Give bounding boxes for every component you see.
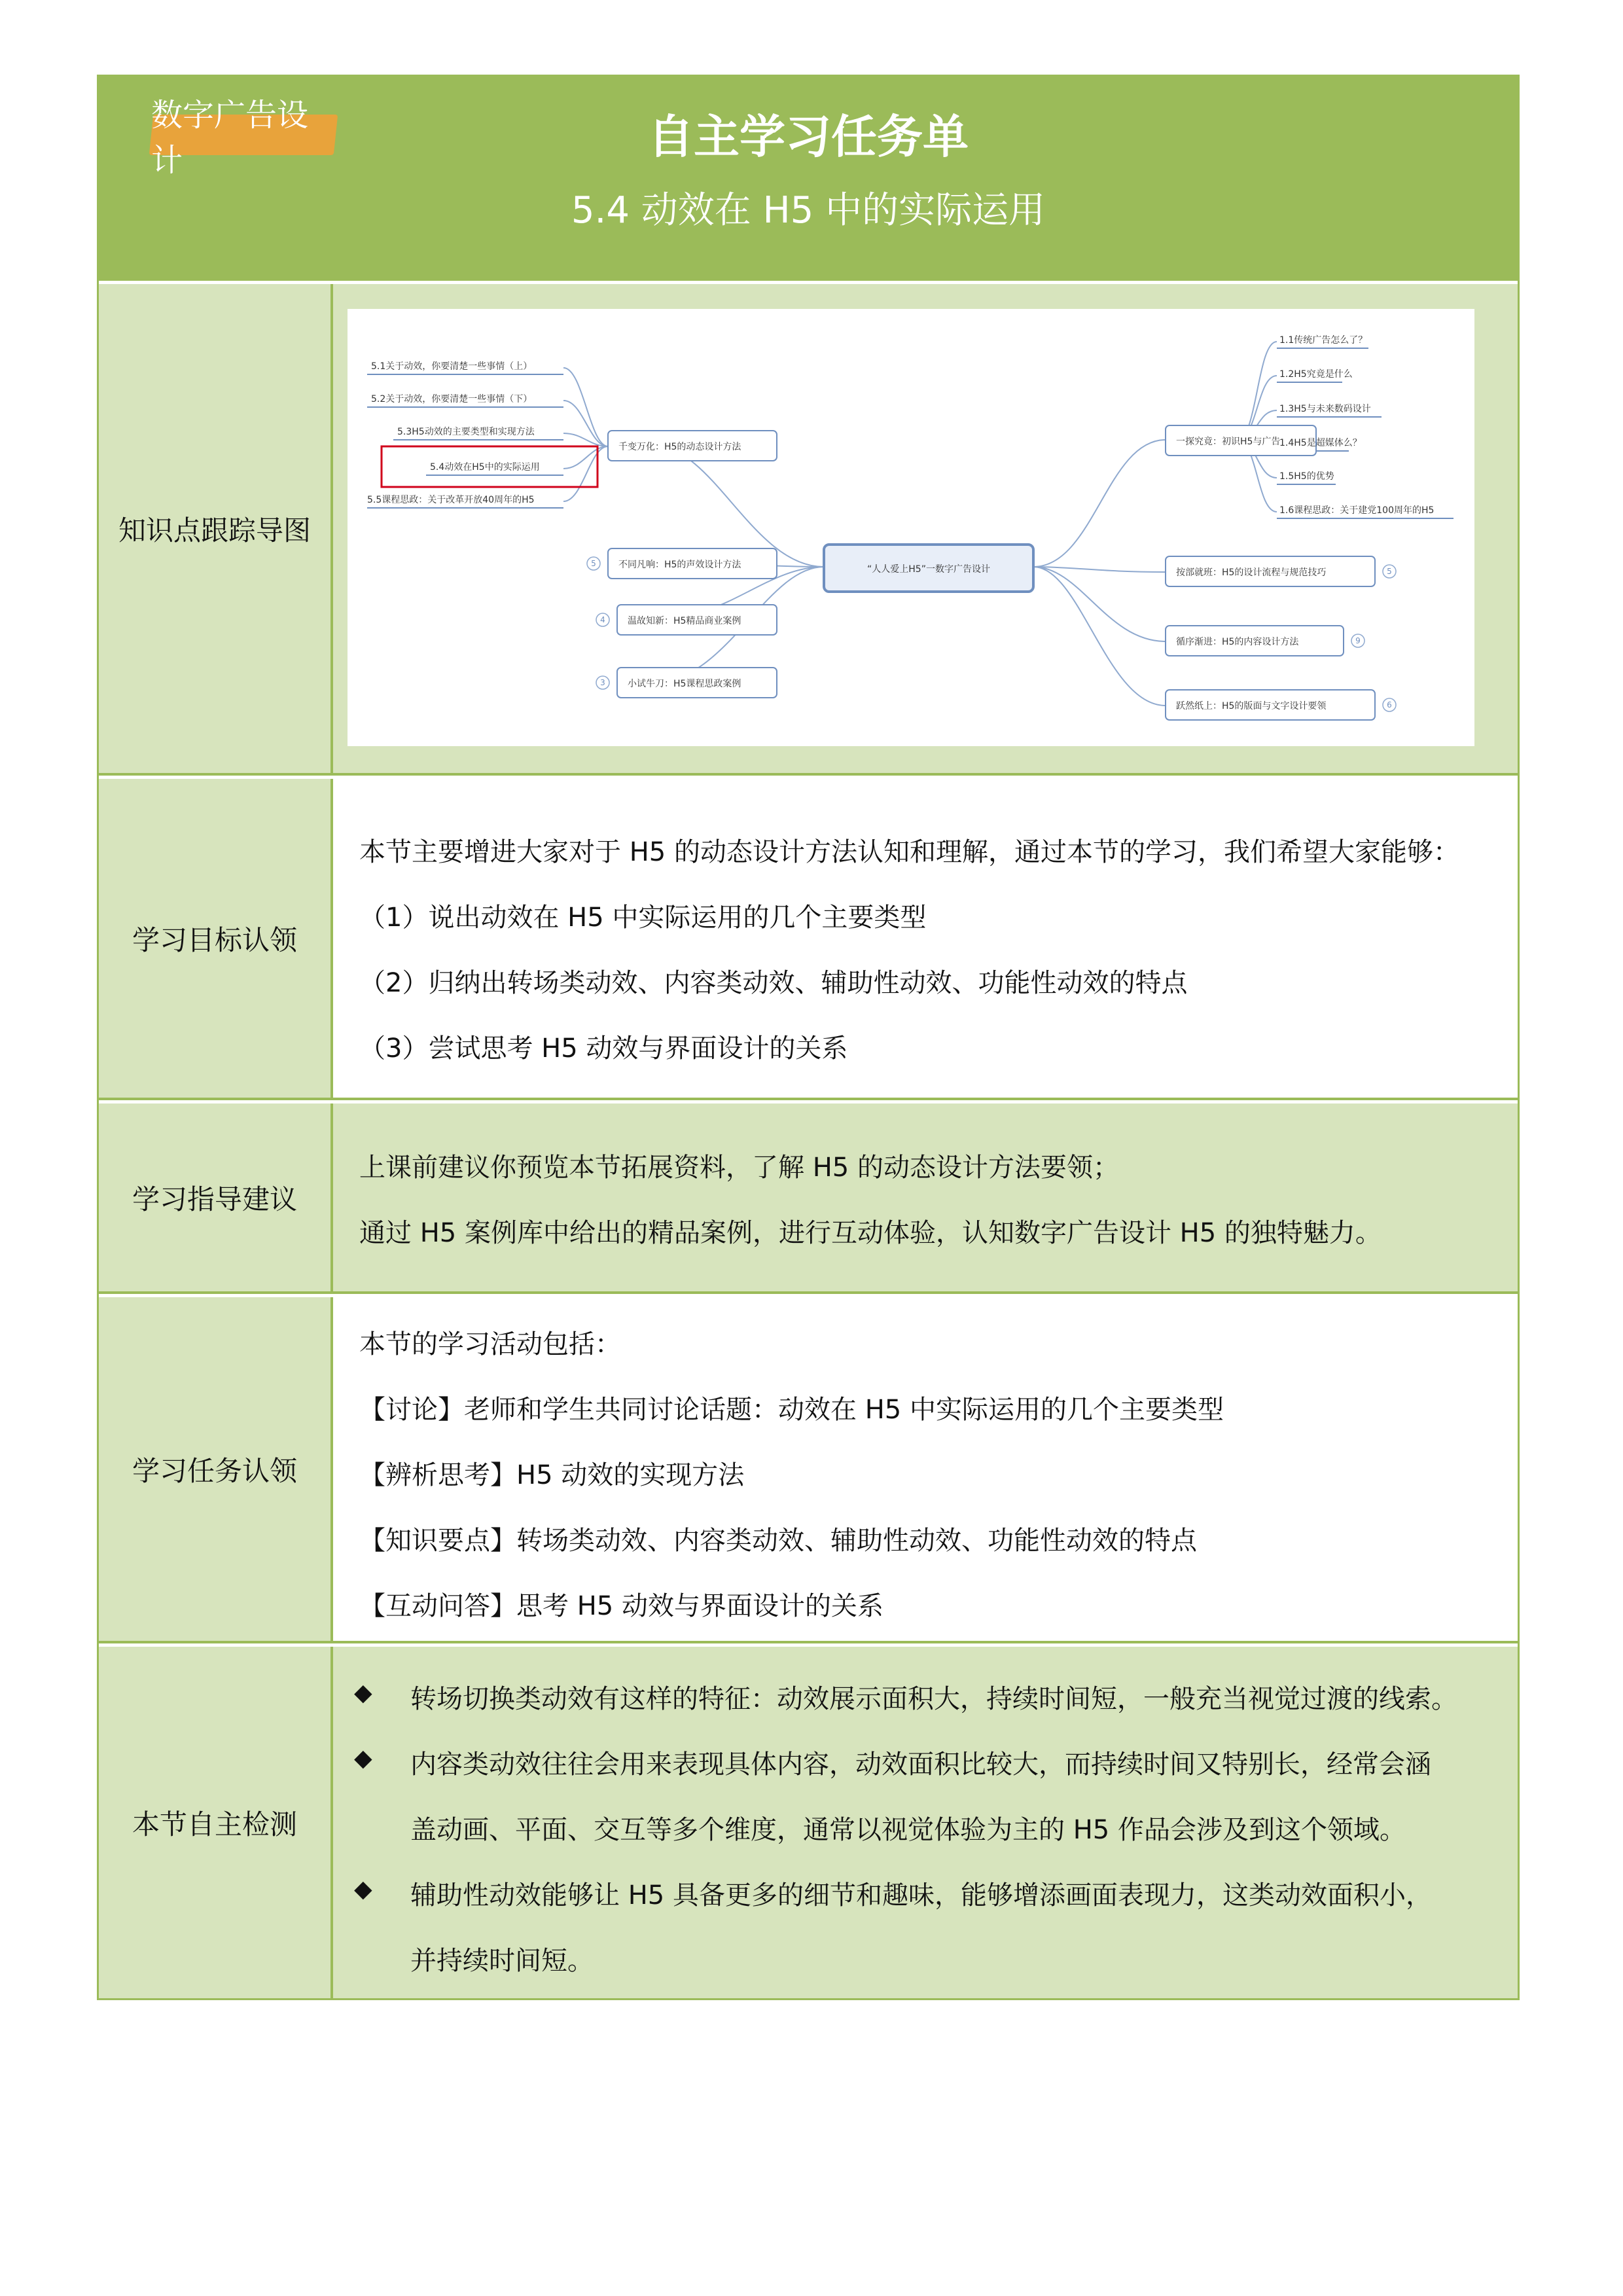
mindmap-left-leaf: 5.1关于动效，你要清楚一些事情（上） — [371, 361, 533, 372]
row-content — [333, 1647, 1518, 1998]
row-guidance — [99, 1100, 1518, 1291]
mindmap-left-branch: 温故知新：H5精品商业案例 — [628, 616, 741, 626]
mindmap-num: 5 — [1387, 567, 1392, 576]
mindmap-right-leaf: 1.4H5是超媒体么？ — [1279, 438, 1362, 448]
mindmap-num: 9 — [1355, 636, 1361, 645]
goal-line: （1）说出动效在 H5 中实际运用的几个主要类型 — [359, 903, 927, 933]
mindmap-num: 5 — [591, 559, 596, 568]
mindmap-right-branch: 跃然纸上：H5的版面与文字设计要领 — [1176, 701, 1327, 711]
task-line: 【互动问答】思考 H5 动效与界面设计的关系 — [359, 1591, 883, 1621]
logo-text: 数字广告设计 — [151, 97, 309, 179]
check-line: 转场切换类动效有这样的特征：动效展示面积大，持续时间短，一般充当视觉过渡的线索。 — [410, 1684, 1457, 1714]
mindmap-left-branch: 不同凡响：H5的声效设计方法 — [618, 560, 741, 570]
bullet-icon: ◆ — [354, 1679, 372, 1706]
mindmap — [348, 309, 1474, 746]
mindmap-num: 6 — [1387, 700, 1392, 709]
mindmap-left-branch: 千变万化：H5的动态设计方法 — [618, 442, 741, 452]
guidance-line: 通过 H5 案例库中给出的精品案例，进行互动体验，认知数字广告设计 H5 的独特魅力。 — [359, 1218, 1382, 1248]
row-check — [99, 1643, 1518, 1998]
mindmap-left-leaf: 5.2关于动效，你要清楚一些事情（下） — [371, 394, 533, 404]
check-line: 内容类动效往往会用来表现具体内容，动效面积比较大，而持续时间又特别长，经常会涵 — [410, 1749, 1431, 1780]
row-mindmap — [99, 281, 1518, 773]
bullet-icon: ◆ — [354, 1876, 372, 1903]
guidance-line: 上课前建议你预览本节拓展资料，了解 H5 的动态设计方法要领； — [359, 1153, 1119, 1183]
mindmap-svg — [348, 309, 1474, 746]
task-line: 本节的学习活动包括： — [359, 1329, 621, 1359]
header — [99, 77, 1518, 281]
mindmap-left-leaf: 5.3H5动效的主要类型和实现方法 — [397, 427, 535, 437]
task-line: 【辨析思考】H5 动效的实现方法 — [359, 1460, 745, 1490]
mindmap-right-leaf: 1.6课程思政：关于建党100周年的H5 — [1279, 505, 1435, 516]
task-line: 【讨论】老师和学生共同讨论话题：动效在 H5 中实际运用的几个主要类型 — [359, 1395, 1224, 1425]
row-content — [333, 779, 1518, 1098]
row-label: 本节自主检测 — [99, 1647, 333, 1998]
mindmap-right-branch: 循序渐进：H5的内容设计方法 — [1176, 637, 1299, 647]
mindmap-right-leaf: 1.1传统广告怎么了？ — [1279, 335, 1368, 346]
mindmap-num: 4 — [600, 615, 605, 624]
mindmap-right-branch: 按部就班：H5的设计流程与规范技巧 — [1176, 567, 1327, 578]
task-sheet — [97, 75, 1520, 2000]
mindmap-left-leaf: 5.4动效在H5中的实际运用 — [430, 462, 540, 473]
row-label: 学习指导建议 — [99, 1103, 333, 1291]
row-goals — [99, 776, 1518, 1098]
check-line: 辅助性动效能够让 H5 具备更多的细节和趣味，能够增添画面表现力，这类动效面积小， — [410, 1880, 1432, 1910]
mindmap-right-branch: 一探究竟：初识H5与广告 — [1176, 437, 1281, 447]
mindmap-num: 3 — [600, 678, 605, 687]
row-label: 学习目标认领 — [99, 779, 333, 1098]
mindmap-right-leaf: 1.2H5究竟是什么 — [1279, 369, 1353, 380]
mindmap-left-leaf: 5.5课程思政：关于改革开放40周年的H5 — [367, 495, 535, 505]
mindmap-center-label: “人人爱上H5”一数字广告设计 — [867, 564, 990, 575]
row-tasks — [99, 1294, 1518, 1641]
row-content — [333, 1297, 1518, 1641]
page-title: 自主学习任务单 — [648, 110, 969, 164]
row-label: 学习任务认领 — [99, 1297, 333, 1641]
check-line: 盖动画、平面、交互等多个维度，通常以视觉体验为主的 H5 作品会涉及到这个领域。 — [410, 1815, 1406, 1845]
bullet-icon: ◆ — [354, 1745, 372, 1772]
row-label: 知识点跟踪导图 — [99, 284, 333, 773]
goal-line: （3）尝试思考 H5 动效与界面设计的关系 — [359, 1033, 848, 1064]
goal-line: （2）归纳出转场类动效、内容类动效、辅助性动效、功能性动效的特点 — [359, 968, 1188, 998]
task-line: 【知识要点】转场类动效、内容类动效、辅助性动效、功能性动效的特点 — [359, 1526, 1197, 1556]
row-content — [333, 284, 1518, 773]
mindmap-left-branch: 小试牛刀：H5课程思政案例 — [628, 679, 741, 689]
row-content — [333, 1103, 1518, 1291]
mindmap-right-leaf: 1.5H5的优势 — [1279, 471, 1334, 482]
goal-line: 本节主要增进大家对于 H5 的动态设计方法认知和理解，通过本节的学习，我们希望大家能够： — [359, 837, 1459, 867]
mindmap-right-leaf: 1.3H5与未来数码设计 — [1279, 404, 1371, 414]
check-line: 并持续时间短。 — [410, 1946, 594, 1976]
page-subtitle: 5.4 动效在 H5 中的实际运用 — [571, 189, 1046, 232]
